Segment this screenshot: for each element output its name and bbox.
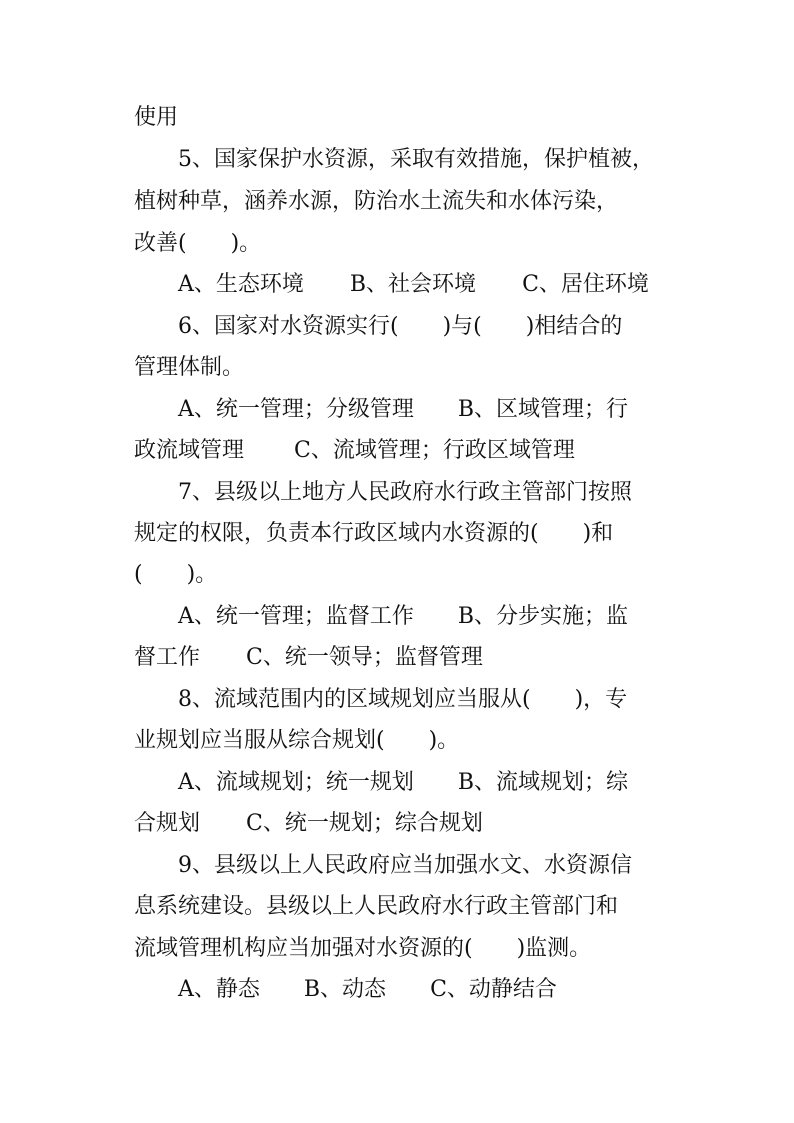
question-5-line-2: 植树种草，涵养水源，防治水土流失和水体污染，: [134, 189, 619, 214]
question-5-option-a: A、生态环境: [178, 272, 304, 297]
question-9-line-2: 息系统建设。县级以上人民政府水行政主管部门和: [134, 894, 619, 919]
question-7-line-1: 7、县级以上地方人民政府水行政主管部门按照: [178, 480, 632, 505]
question-7-line-3: ( )。: [134, 562, 218, 587]
question-6-line-1: 6、国家对水资源实行( )与( )相结合的: [178, 314, 623, 339]
question-6-option-a: A、统一管理；分级管理: [178, 397, 414, 422]
question-8-options-line-2: [134, 809, 674, 839]
question-8-options-line-1: [178, 768, 718, 798]
question-8-option-c: C、统一规划；综合规划: [246, 811, 483, 836]
question-7-option-b-start: B、分步实施；监: [457, 604, 629, 629]
question-9-option-a: A、静态: [178, 977, 260, 1002]
question-8-option-a: A、流域规划；统一规划: [178, 770, 414, 795]
question-6-option-b-start: B、区域管理；行: [457, 397, 629, 422]
question-9-option-b: B、动态: [303, 977, 387, 1002]
question-5-option-b: B、社会环境: [349, 272, 477, 297]
question-5-line-3: 改善( )。: [134, 231, 262, 256]
question-8-line-2: 业规划应当服从综合规划( )。: [134, 728, 460, 753]
text-line-continuation: 使用: [134, 105, 179, 130]
question-7-line-2: 规定的权限，负责本行政区域内水资源的( )和: [134, 521, 614, 546]
question-6-option-c: C、流域管理；行政区域管理: [294, 438, 575, 463]
question-9-line-3: 流域管理机构应当加强对水资源的( )监测。: [134, 936, 592, 961]
question-9-options: [178, 975, 718, 1005]
question-7-option-b-end: 督工作: [134, 645, 201, 670]
question-6-option-b-end: 政流域管理: [134, 438, 245, 463]
question-8-line-1: 8、流域范围内的区域规划应当服从( )，专: [178, 687, 628, 712]
question-7-options-line-2: [134, 643, 674, 673]
question-5-options: [178, 270, 718, 300]
question-6-line-2: 管理体制。: [134, 355, 245, 380]
question-9-line-1: 9、县级以上人民政府应当加强水文、水资源信: [178, 853, 632, 878]
question-5-line-1: 5、国家保护水资源，采取有效措施，保护植被，: [178, 147, 654, 172]
question-5-option-c: C、居住环境: [522, 272, 649, 297]
question-7-option-c: C、统一领导；监督管理: [246, 645, 483, 670]
question-8-option-b-end: 合规划: [134, 811, 201, 836]
question-9-option-c: C、动静结合: [430, 977, 557, 1002]
question-7-option-a: A、统一管理；监督工作: [178, 604, 414, 629]
question-6-options-line-2: [134, 436, 674, 466]
question-7-options-line-1: [178, 602, 718, 632]
question-6-options-line-1: [178, 395, 718, 425]
question-8-option-b-start: B、流域规划；综: [457, 770, 629, 795]
